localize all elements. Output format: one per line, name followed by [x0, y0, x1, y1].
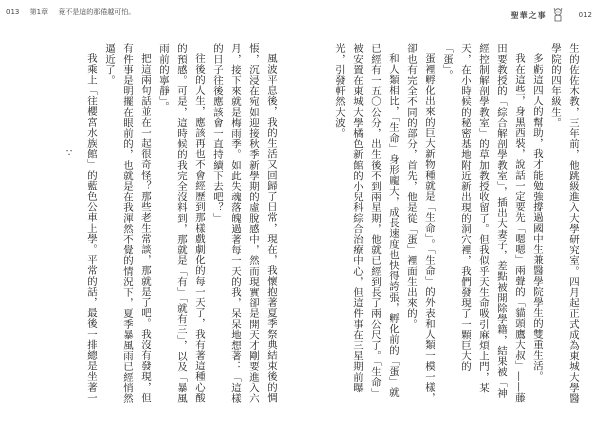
paragraph: 我乘上「往櫻宮水族館」的藍色公車上學。平常的話，最後一排總是坐著一	[85, 53, 97, 404]
paragraph: 生的佐佐木教，三年前，他跳級進入大學研究室。四月起正式成為東城大學醫學院的四年級生。	[549, 43, 579, 404]
book-title: 聖華之事	[510, 9, 547, 20]
paragraph: 往後的人生，應該再也不會經歷到那樣戲劇化的每一天了，我有著這種心酸的預感。可是，這時候的我完全沒料到，那就是「有」「就有三」，以及「暴風雨前的寧靜」。	[157, 43, 205, 404]
left-page-body	[84, 43, 280, 405]
right-page-body	[320, 43, 582, 405]
right-page	[300, 0, 600, 425]
chapter-title: 竟不是這的那倦越可怕。	[58, 8, 136, 16]
paragraph: 多虧這四人的幫助，我才能勉強撐過國中生兼醫學院學生的雙重生活。	[531, 53, 543, 382]
section-marker: ∵	[66, 148, 73, 159]
page-number-left: 013	[6, 8, 20, 16]
mascot-illustration-icon	[551, 7, 565, 23]
chapter-label: 第1章	[29, 8, 49, 16]
paragraph: 風波平息後，我的生活又回歸了日常，現在，我懷抱著夏季祭典結束後的惆悵，沉浸在宛如迎接秋季新學期的虛脫感中，然而現實卻是開天才剛要進入六月，接下來就是梅雨季。如此失魂落魄過著每一天的我，呆呆地想著：「這樣的日子往後應該會一直持續下去吧？」	[211, 43, 277, 404]
paragraph: 蛋裡孵化出來的巨大新物種就是「生命」。「生命」的外表和人類一模一樣，卻也有完全不同的部分，首先，他是從「蛋」裡面生出來的。	[405, 43, 435, 404]
right-page-header	[511, 7, 592, 23]
page-number-right: 012	[578, 11, 592, 19]
paragraph: 我在這些，身黑西裝，說話一定要先「嗯嗯」兩聲的「貓頭鷹大叔」——藤田要教授的「綜合解剖學教室」，插出大妻子，差點被開除學籍，結果被「神經控制解剖學教室」的草加教授收留了。但我似乎天生命吸引麻煩上門，某天，在小時候的秘密基地附近新出現的洞穴裡，我們發現了一顆巨大的「蛋」。	[441, 43, 525, 404]
left-page-header	[6, 7, 143, 17]
paragraph: 把這兩句話並在一起很奇怪？那些老生常談，那就是了吧。我沒有發現，但有件事是明擺在眼前的，也就是在我渾然不覺的情況下，夏季暴風雨已經悄然逼近了。	[103, 43, 151, 404]
paragraph: 和人類相比，「生命」身形龐大，成長速度也快得誇張，孵化前的「蛋」就已經有一五〇公分，出生後不到兩星期，他就已經到長了兩公尺了。「生命」被安置在東城大學橘色新館的小兒科綜合治療中心，但這件事在三星期前曝光，引發軒然大波。	[333, 43, 399, 399]
